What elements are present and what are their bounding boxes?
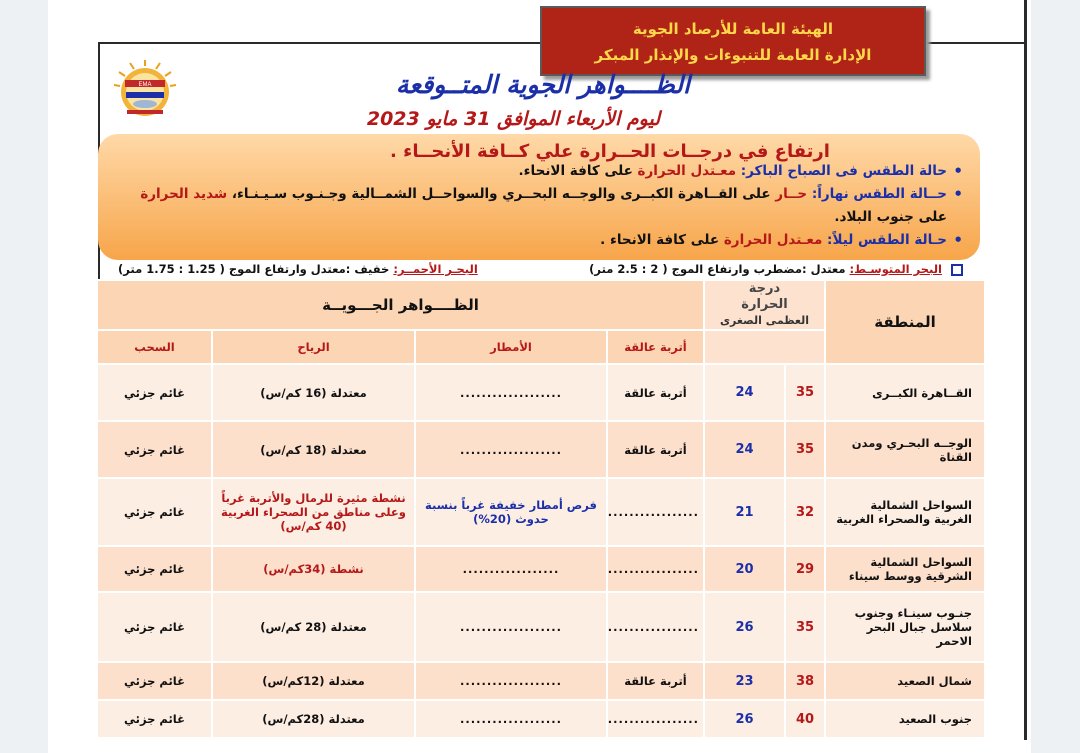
day-rest: على القــاهرة الكبــرى والوجــه البحــري والسواحــل الشمــالية وجـنـوب سـيـنـاء، [231,186,771,202]
header-temp-spacer [704,330,825,364]
day-forecast [115,183,965,229]
max-temp-cell: 40 [785,700,825,738]
morning-forecast [115,160,965,183]
region-cell: السواحل الشمالية الشرقية ووسط سيناء [825,546,985,592]
night-label: حـالة الطقس ليلاً: [827,232,947,248]
region-cell: جنـوب سينـاء وجنوب سلاسل جبال البحر الاحمر [825,592,985,662]
mediterranean-state [589,262,963,276]
clouds-cell: غائم جزئي [97,700,212,738]
header-region: المنطقة [825,280,985,364]
day-rest-2: على جنوب البلاد. [834,209,947,225]
wind-cell: نشطة (34كم/س) [212,546,415,592]
morning-label: حالة الطقس فى الصباح الباكر: [740,163,947,179]
rain-cell: فرص أمطار خفيفة غرباً بنسبة حدوث (20%) [415,478,607,546]
organization-banner [540,6,926,76]
wind-cell: معتدلة (16 كم/س) [212,364,415,421]
day-value-2: شديد الحرارة [140,186,228,202]
max-temp-cell: 38 [785,662,825,700]
table-row [97,546,985,592]
wind-cell: معتدلة (12كم/س) [212,662,415,700]
org-department: الإدارة العامة للتنبوءات والإنذار المبكر [594,46,872,64]
day-value: حــار [775,186,808,202]
mediterranean-label: البحر المتوسـط: [849,262,942,276]
sea-state [118,262,963,276]
header-temp-sub [709,313,820,329]
header-min: الصغرى [719,314,762,327]
day-label: حــالة الطقس نهاراً: [811,186,947,202]
red-sea-state [118,262,478,276]
summary-headline: ارتفاع في درجــات الحــرارة علي كــافة الأنحــاء . [390,141,830,162]
header-wind: الرياح [212,330,415,364]
header-max: العظمى [765,314,810,327]
dust-cell: أتربة عالقة [607,421,704,478]
min-temp-cell: 26 [704,700,785,738]
region-cell: القــاهرة الكبــرى [825,364,985,421]
rain-cell: ................... [415,421,607,478]
wind-cell: نشطة مثيرة للرمال والأتربة غرباً وعلى مناطق من الصحراء الغربية (40 كم/س) [212,478,415,546]
header-clouds: السحب [97,330,212,364]
clouds-cell: غائم جزئي [97,592,212,662]
rain-cell: .................. [415,546,607,592]
dust-cell: ................. [607,700,704,738]
min-temp-cell: 21 [704,478,785,546]
mediterranean-text: معتدل :مضطرب وارتفاع الموج ( 2 : 2.5 متر) [589,262,846,276]
frame-border-top [98,42,540,44]
org-name: الهيئة العامة للأرصاد الجوية [632,20,834,38]
header-dust: أتربة عالقة [607,330,704,364]
rain-cell: ................... [415,662,607,700]
header-temperature [704,280,825,330]
dust-cell: ................. [607,592,704,662]
table-row [97,478,985,546]
morning-rest: على كافة الانحاء. [518,163,633,179]
region-cell: الوجــه البحـري ومدن القناة [825,421,985,478]
checkbox-square-icon [951,264,963,276]
clouds-cell: غائم جزئي [97,364,212,421]
region-cell: السواحل الشمالية الغربية والصحراء الغربية [825,478,985,546]
morning-value: معـتدل الحرارة [637,163,737,179]
min-temp-cell: 24 [704,421,785,478]
header-phenomena: الظــــواهر الجـــويــة [97,280,704,330]
night-forecast [115,229,965,252]
frame-border-top-right [922,42,1026,44]
logo-text: EMA [138,82,152,88]
forecast-table [96,279,986,739]
header-rain: الأمطار [415,330,607,364]
dust-cell: أتربة عالقة [607,662,704,700]
night-value: معـتدل الحرارة [723,232,823,248]
page-title: الظــــواهر الجوية المتــوقعة [395,70,690,99]
wind-cell: معتدلة (18 كم/س) [212,421,415,478]
clouds-cell: غائم جزئي [97,421,212,478]
red-sea-text: خفيف :معتدل وارتفاع الموج ( 1.25 : 1.75 متر) [118,262,390,276]
min-temp-cell: 24 [704,364,785,421]
dust-cell: أتربة عالقة [607,364,704,421]
ema-logo [112,60,178,120]
ema-logo-icon [112,60,178,120]
frame-border-right [1024,0,1027,740]
table-row [97,592,985,662]
max-temp-cell: 35 [785,421,825,478]
max-temp-cell: 35 [785,364,825,421]
night-rest: على كافة الانحاء . [600,232,720,248]
clouds-cell: غائم جزئي [97,662,212,700]
clouds-cell: غائم جزئي [97,478,212,546]
region-cell: شمال الصعيد [825,662,985,700]
clouds-cell: غائم جزئي [97,546,212,592]
table-row [97,421,985,478]
table-row [97,662,985,700]
wind-cell: معتدلة (28 كم/س) [212,592,415,662]
wind-cell: معتدلة (28كم/س) [212,700,415,738]
red-sea-label: البحـر الأحمــر: [393,262,478,276]
table-row [97,364,985,421]
forecast-date: ليوم الأربعاء الموافق 31 مايو 2023 [366,108,660,130]
max-temp-cell: 32 [785,478,825,546]
max-temp-cell: 29 [785,546,825,592]
max-temp-cell: 35 [785,592,825,662]
rain-cell: ................... [415,700,607,738]
weather-summary-list [115,160,965,252]
dust-cell: ................. [607,546,704,592]
dust-cell: ................. [607,478,704,546]
region-cell: جنوب الصعيد [825,700,985,738]
min-temp-cell: 26 [704,592,785,662]
rain-cell: ................... [415,592,607,662]
min-temp-cell: 20 [704,546,785,592]
min-temp-cell: 23 [704,662,785,700]
rain-cell: ................... [415,364,607,421]
header-temp-label: درجة الحرارة [741,281,788,312]
table-row [97,700,985,738]
